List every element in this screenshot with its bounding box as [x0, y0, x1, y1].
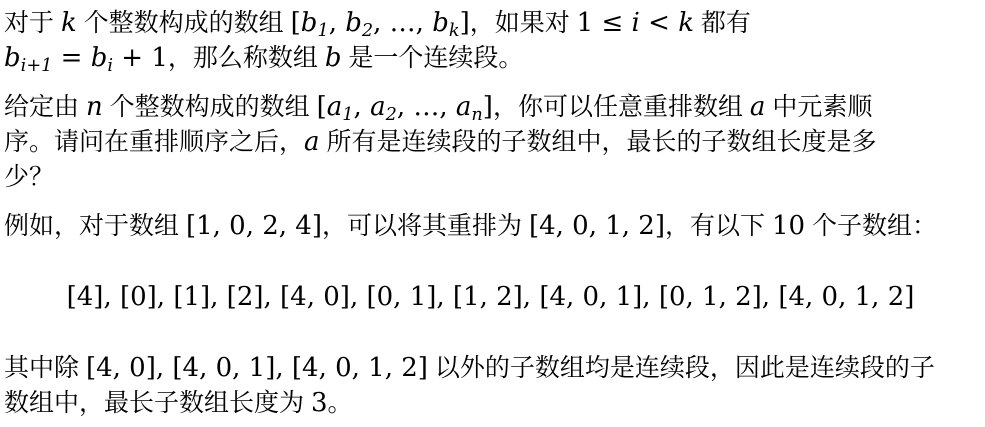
math-variable: $a_1$ — [326, 92, 354, 125]
text-run: 所有是连续段的子数组中，最长的子数组长度是多 — [319, 128, 877, 156]
paragraph-question — [4, 90, 977, 195]
text-run: ，如果对 — [469, 9, 577, 37]
math-subscript — [386, 105, 397, 125]
math-variable: $b_{i+1}$ — [4, 43, 53, 76]
text-run: 。 — [327, 389, 353, 417]
text-run: 中元素顺 — [765, 93, 873, 121]
math-run: +1 — [26, 55, 53, 76]
math-run: 1 — [342, 104, 354, 125]
math-run: [4], [0], [1], [2], [4, 0], [0, 1], [1, 2], [4, 0, 1], [0, 1, 2], [4, 0, 1, 2] — [66, 282, 915, 312]
text-run: 少？ — [4, 163, 55, 191]
math-variable: i — [631, 8, 640, 38]
math-variable: k — [448, 20, 460, 41]
math-variable: i — [107, 55, 114, 76]
text-run: 是一个连续段。 — [341, 44, 524, 72]
math-variable: b — [324, 43, 342, 73]
math-run: = — [52, 43, 91, 73]
math-run: ] — [459, 8, 470, 38]
text-run: 序。请问在重排顺序之后， — [4, 128, 305, 156]
math-run: [4, 0], [4, 0, 1], [4, 0, 1, 2] — [85, 353, 428, 383]
text-run: 给定由 — [4, 93, 86, 121]
math-variable: a — [749, 92, 766, 122]
text-run: 个子数组： — [805, 212, 937, 240]
text-run: ，有以下 — [665, 212, 772, 240]
math-run: + 1 — [113, 43, 168, 73]
math-run: < — [639, 8, 679, 38]
math-run: , — [328, 8, 346, 38]
math-run: 1 — [317, 20, 329, 41]
math-variable: k — [678, 8, 694, 38]
text-run: 其中除 — [4, 354, 86, 382]
math-variable: $b_k$ — [432, 8, 460, 41]
math-run: [4, 0, 1, 2] — [528, 211, 665, 241]
math-variable: $b_2$ — [345, 8, 374, 41]
text-run: 数组中，最长子数组长度为 — [4, 389, 311, 417]
paragraph-example — [4, 209, 977, 244]
math-run: , …, — [396, 92, 456, 122]
math-variable: $b_1$ — [300, 8, 329, 41]
display-formula-subarrays — [4, 280, 977, 315]
text-run: ，你可以任意重排数组 — [492, 93, 750, 121]
math-run: 2 — [361, 20, 374, 41]
math-variable: $a_n$ — [455, 92, 483, 125]
math-subscript — [362, 21, 373, 41]
math-run: [ — [316, 92, 327, 122]
text-run: 都有 — [693, 9, 751, 37]
math-run: 1 ≤ — [576, 8, 632, 38]
math-run: 2 — [385, 104, 397, 125]
text-run: ，那么称数组 — [167, 44, 325, 72]
text-run: 例如，对于数组 — [4, 212, 186, 240]
math-subscript — [342, 105, 353, 125]
math-run: 10 — [771, 211, 806, 241]
math-run: [ — [290, 8, 301, 38]
text-run: 以外的子数组均是连续段，因此是连续段的子 — [427, 354, 935, 382]
math-subscript — [471, 105, 482, 125]
paragraph-definition — [4, 6, 977, 76]
math-subscript — [449, 21, 460, 41]
math-variable: i — [20, 55, 27, 76]
math-variable: $a_2$ — [370, 92, 397, 125]
text-run: 个整数构成的数组 — [76, 9, 291, 37]
math-run: 3 — [310, 388, 328, 418]
math-variable: k — [60, 8, 77, 38]
math-subscript — [317, 21, 328, 41]
math-variable: n — [85, 92, 103, 122]
text-run: 个整数构成的数组 — [102, 93, 317, 121]
text-run: 对于 — [4, 9, 61, 37]
math-run: , — [353, 92, 371, 122]
math-run: [1, 0, 2, 4] — [185, 211, 322, 241]
paragraph-conclusion — [4, 351, 977, 421]
math-run: ] — [482, 92, 493, 122]
text-run: ，可以将其重排为 — [322, 212, 529, 240]
math-subscript — [21, 56, 53, 76]
math-run: , …, — [373, 8, 433, 38]
math-variable: $b_i$ — [90, 43, 114, 76]
math-variable: n — [471, 104, 483, 125]
math-variable: a — [304, 127, 320, 157]
